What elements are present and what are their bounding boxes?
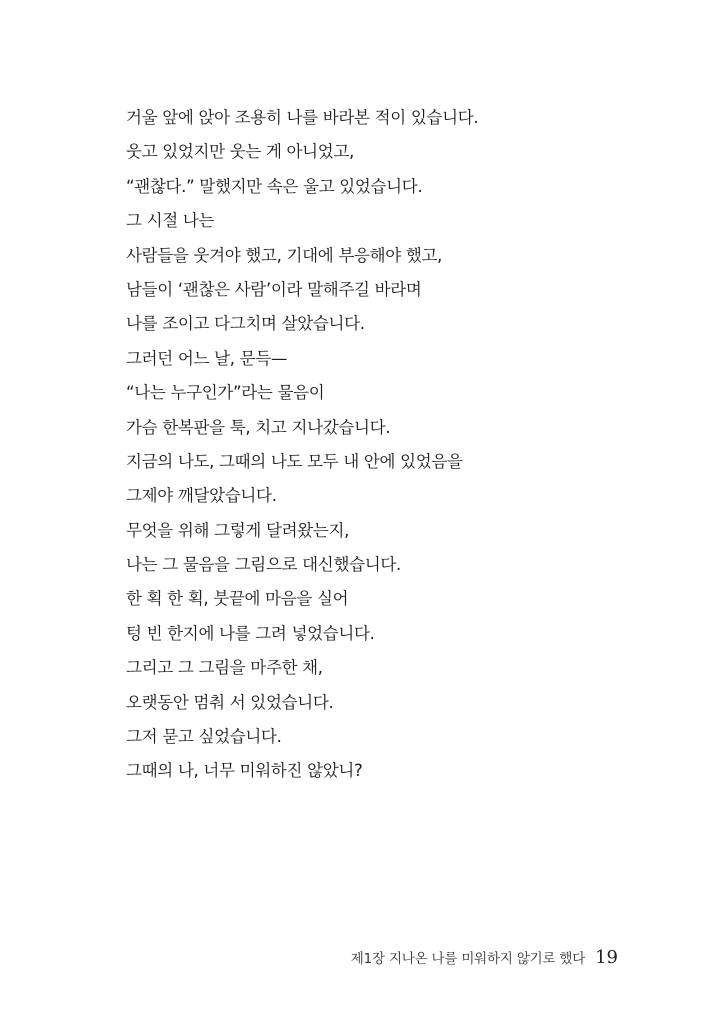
body-text: [126, 101, 646, 789]
text-line: 오랫동안 멈춰 서 있었습니다.: [126, 692, 334, 712]
text-line: 텅 빈 한지에 나를 그려 넣었습니다.: [126, 623, 375, 643]
text-line: 그리고 그 그림을 마주한 채,: [126, 658, 323, 678]
text-line: 웃고 있었지만 웃는 게 아니었고,: [126, 142, 355, 162]
text-line: 남들이 ‘괜찮은 사람’이라 말해주길 바라며: [126, 279, 422, 299]
text-line: 무엇을 위해 그렇게 달려왔는지,: [126, 520, 350, 540]
text-line: “나는 누구인가”라는 물음이: [126, 383, 325, 403]
text-line: 그 시절 나는: [126, 211, 215, 231]
text-line: 그러던 어느 날, 문득—: [126, 348, 288, 368]
running-footer: [351, 944, 618, 972]
text-line: 가슴 한복판을 툭, 치고 지나갔습니다.: [126, 417, 391, 437]
text-line: 나는 그 물음을 그림으로 대신했습니다.: [126, 555, 401, 575]
text-line: 나를 조이고 다그치며 살았습니다.: [126, 314, 365, 334]
page-number: 19: [595, 947, 618, 968]
text-line: 그저 묻고 싶었습니다.: [126, 727, 282, 747]
text-line: 지금의 나도, 그때의 나도 모두 내 안에 있었음을: [126, 451, 463, 471]
text-line: 한 획 한 획, 붓끝에 마음을 실어: [126, 589, 349, 609]
text-line: “괜찮다.” 말했지만 속은 울고 있었습니다.: [126, 176, 423, 196]
text-line: 그때의 나, 너무 미워하진 않았니?: [126, 761, 363, 781]
text-line: 그제야 깨달았습니다.: [126, 486, 277, 506]
text-line: 사람들을 웃겨야 했고, 기대에 부응해야 했고,: [126, 245, 443, 265]
text-line: 거울 앞에 앉아 조용히 나를 바라본 적이 있습니다.: [126, 108, 479, 127]
chapter-title: 제1장 지나온 나를 미워하지 않기로 했다: [350, 951, 586, 967]
